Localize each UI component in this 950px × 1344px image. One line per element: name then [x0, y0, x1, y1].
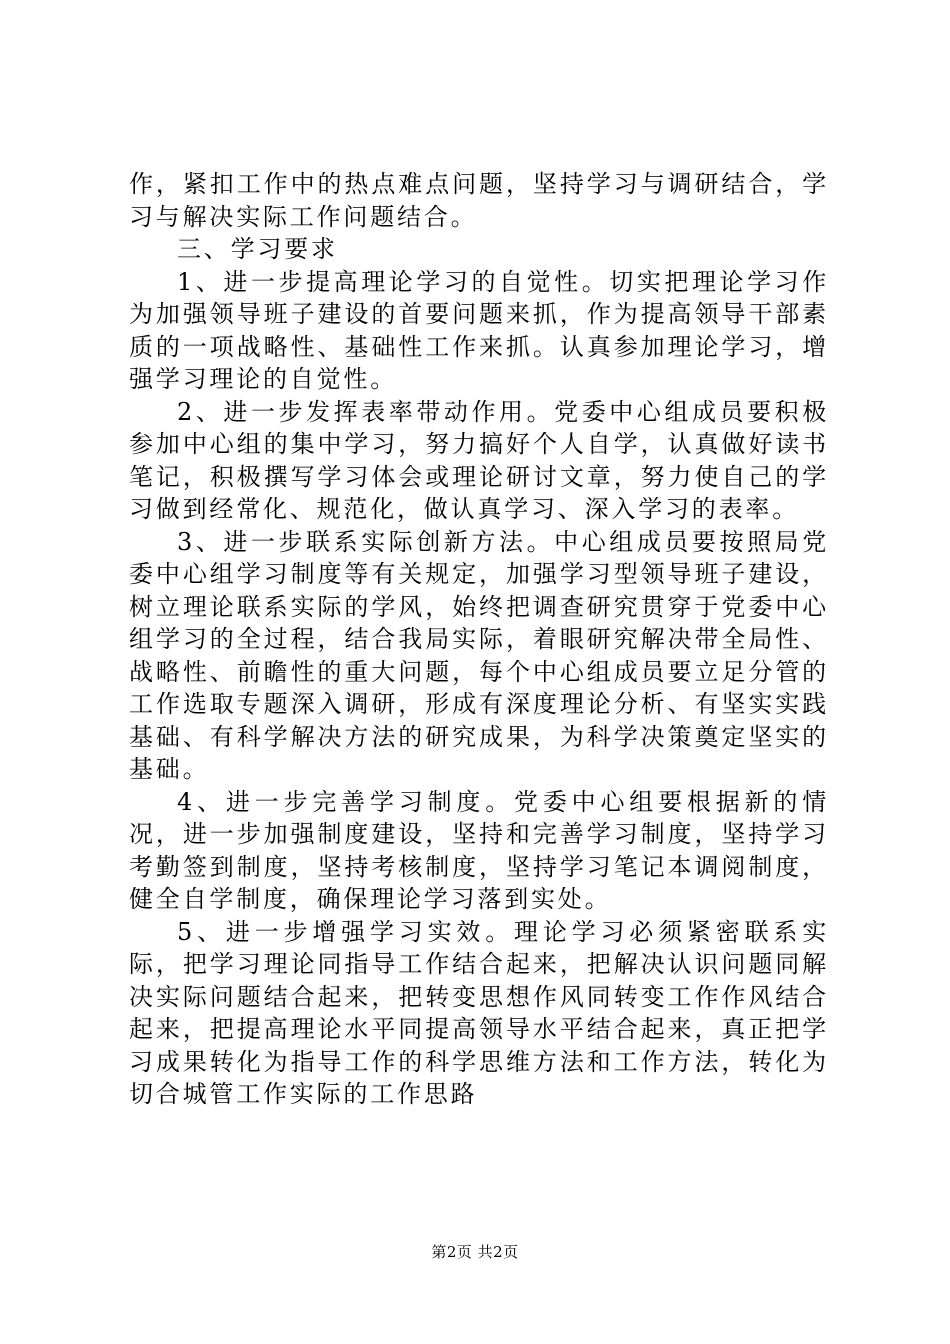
paragraph-item-2: 2、进一步发挥表率带动作用。党委中心组成员要积极参加中心组的集中学习，努力搞好个人自学，认真做好读书笔记，积极撰写学习体会或理论研讨文章，努力使自己的学习做到经常化、规范化，做认真学习、深入学习的表率。 [129, 397, 829, 523]
paragraph-continuation: 作，紧扣工作中的热点难点问题，坚持学习与调研结合，学习与解决实际工作问题结合。 [129, 170, 829, 231]
section-heading-requirements: 三、学习要求 [177, 235, 338, 263]
document-body [129, 168, 829, 1111]
paragraph-item-1: 1、进一步提高理论学习的自觉性。切实把理论学习作为加强领导班子建设的首要问题来抓，作为提高领导干部素质的一项战略性、基础性工作来抓。认真参加理论学习，增强学习理论的自觉性。 [129, 267, 829, 393]
paragraph-item-3: 3、进一步联系实际创新方法。中心组成员要按照局党委中心组学习制度等有关规定，加强学习型领导班子建设，树立理论联系实际的学风，始终把调查研究贯穿于党委中心组学习的全过程，结合我局实际，着眼研究解决带全局性、战略性、前瞻性的重大问题，每个中心组成员要立足分管的工作选取专题深入调研，形成有深度理论分析、有坚实实践基础、有科学解决方法的研究成果，为科学决策奠定坚实的基础。 [129, 527, 829, 783]
paragraph-item-5: 5、进一步增强学习实效。理论学习必须紧密联系实际，把学习理论同指导工作结合起来，把解决认识问题同解决实际问题结合起来，把转变思想作风同转变工作作风结合起来，把提高理论水平同提高领导水平结合起来，真正把学习成果转化为指导工作的科学思维方法和工作方法，转化为切合城管工作实际的工作思路 [129, 917, 829, 1108]
paragraph-item-4: 4、进一步完善学习制度。党委中心组要根据新的情况，进一步加强制度建设，坚持和完善学习制度，坚持学习考勤签到制度，坚持考核制度，坚持学习笔记本调阅制度，健全自学制度，确保理论学习落到实处。 [129, 787, 829, 913]
page-number-footer: 第2页 共2页 [431, 1243, 519, 1261]
